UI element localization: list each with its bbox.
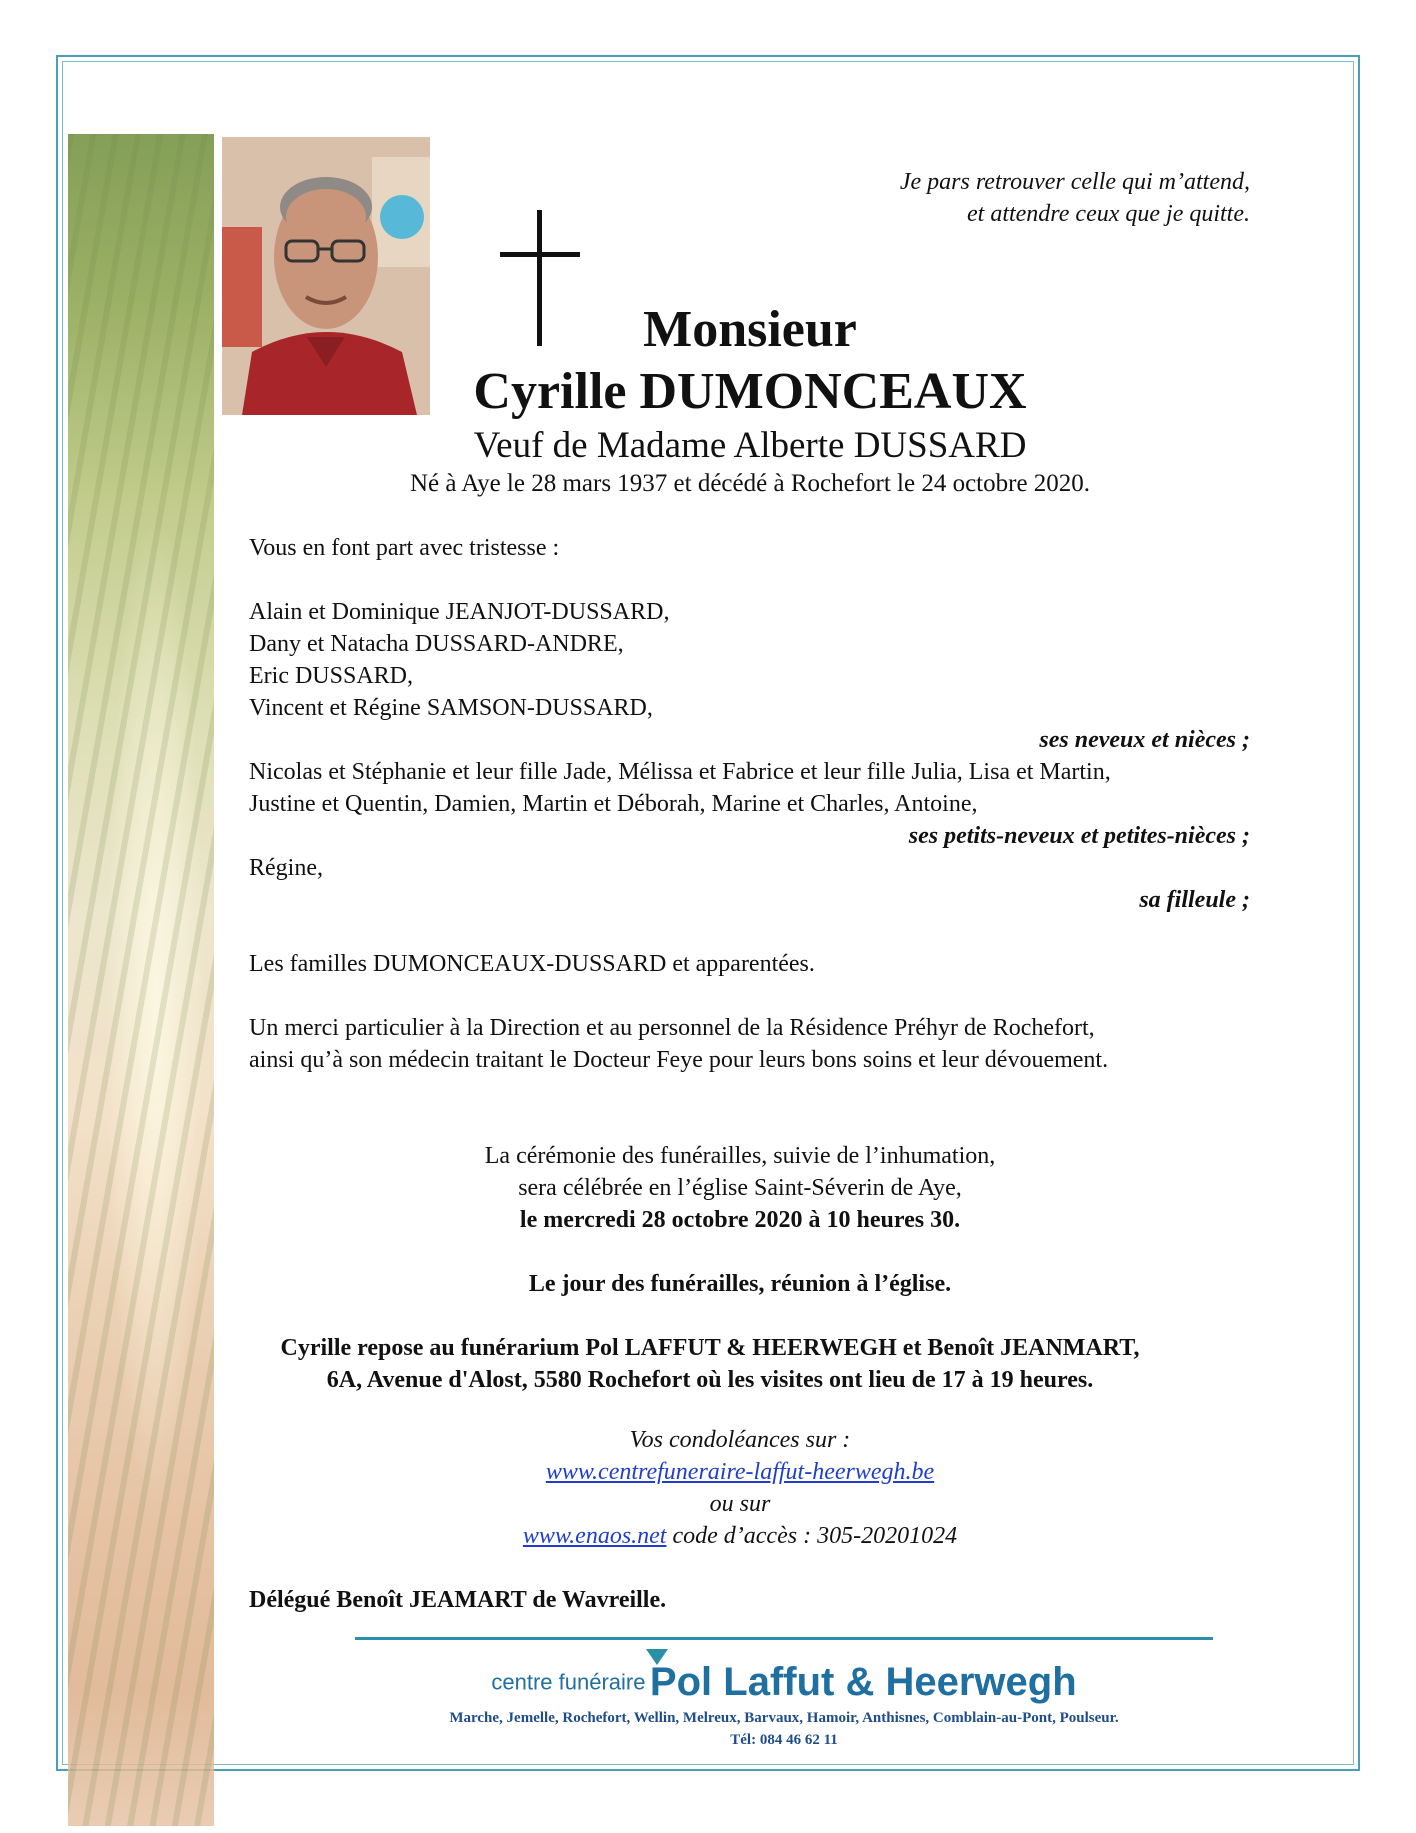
thanks-line: Un merci particulier à la Direction et au personnel de la Résidence Préhyr de Rochefort,: [249, 1015, 1095, 1041]
intro-text: Vous en font part avec tristesse :: [249, 535, 560, 561]
condolences-link-1[interactable]: www.centrefuneraire-laffut-heerwegh.be: [545, 1459, 935, 1485]
widow-line: Veuf de Madame Alberte DUSSARD: [473, 425, 1027, 466]
families-text: Les familles DUMONCEAUX-DUSSARD et apparentées.: [249, 951, 815, 977]
access-code: code d’accès : 305-20201024: [666, 1523, 958, 1549]
quote-line-1: Je pars retrouver celle qui m’attend,: [899, 169, 1250, 195]
funeral-home-logo: [355, 1660, 1213, 1705]
logo-big-text: Pol Laffut & Heerwegh: [649, 1660, 1077, 1704]
goddaughter-label: sa filleule ;: [1139, 887, 1250, 913]
condolences-link-2[interactable]: www.enaos.net: [522, 1523, 667, 1549]
repose-line: Cyrille repose au funérarium Pol LAFFUT & HEERWEGH et Benoît JEANMART,: [280, 1335, 1140, 1361]
meeting-text: Le jour des funérailles, réunion à l’église.: [528, 1271, 952, 1297]
grand-nephew-line: Justine et Quentin, Damien, Martin et Déborah, Marine et Charles, Antoine,: [249, 791, 978, 817]
logo-small-text: centre funéraire: [491, 1669, 646, 1695]
quote-line-2: et attendre ceux que je quitte.: [967, 201, 1250, 227]
ceremony-block: [290, 1140, 1190, 1236]
thanks-text: [249, 1012, 1249, 1076]
repose-block: [200, 1332, 1220, 1396]
nephew-line: Vincent et Régine SAMSON-DUSSARD,: [249, 695, 653, 721]
birth-death-dates: Né à Aye le 28 mars 1937 et décédé à Rochefort le 24 octobre 2020.: [409, 470, 1091, 497]
delegate-text: Délégué Benoît JEAMART de Wavreille.: [249, 1587, 667, 1613]
nephew-line: Dany et Natacha DUSSARD-ANDRE,: [249, 631, 624, 657]
logo-towns: Marche, Jemelle, Rochefort, Wellin, Melreux, Barvaux, Hamoir, Anthisnes, Comblain-au-Pont, Poulseur.: [449, 1710, 1119, 1726]
grand-nephews-label: ses petits-neveux et petites-nièces ;: [908, 823, 1250, 849]
condolences-or: ou sur: [709, 1491, 771, 1517]
condolences-label: Vos condoléances sur :: [629, 1427, 851, 1453]
grand-nephew-line: Nicolas et Stéphanie et leur fille Jade, Mélissa et Fabrice et leur fille Julia, Lisa et Martin,: [249, 759, 1111, 785]
quote: [900, 166, 1250, 230]
nephews-label: ses neveux et nièces ;: [1039, 727, 1250, 753]
grand-nephews-list: [249, 756, 1249, 820]
ceremony-line: sera célébrée en l’église Saint-Séverin de Aye,: [518, 1175, 962, 1201]
condolences-block: [290, 1424, 1190, 1552]
logo-divider: [355, 1637, 1213, 1640]
ceremony-date: le mercredi 28 octobre 2020 à 10 heures 30.: [519, 1207, 961, 1233]
nephews-list: [249, 596, 1249, 724]
forest-path-image: [68, 134, 214, 1826]
nephew-line: Eric DUSSARD,: [249, 663, 414, 689]
nephew-line: Alain et Dominique JEANJOT-DUSSARD,: [249, 599, 670, 625]
logo-phone: Tél: 084 46 62 11: [730, 1732, 838, 1748]
honorific: Monsieur: [643, 301, 857, 358]
deceased-name: Cyrille DUMONCEAUX: [473, 363, 1027, 420]
goddaughter-name: Régine,: [249, 855, 323, 881]
thanks-line: ainsi qu’à son médecin traitant le Docteur Feye pour leurs bons soins et leur dévouement.: [249, 1047, 1109, 1073]
ceremony-line: La cérémonie des funérailles, suivie de l’inhumation,: [484, 1143, 996, 1169]
repose-line: 6A, Avenue d'Alost, 5580 Rochefort où les visites ont lieu de 17 à 19 heures.: [326, 1367, 1094, 1393]
